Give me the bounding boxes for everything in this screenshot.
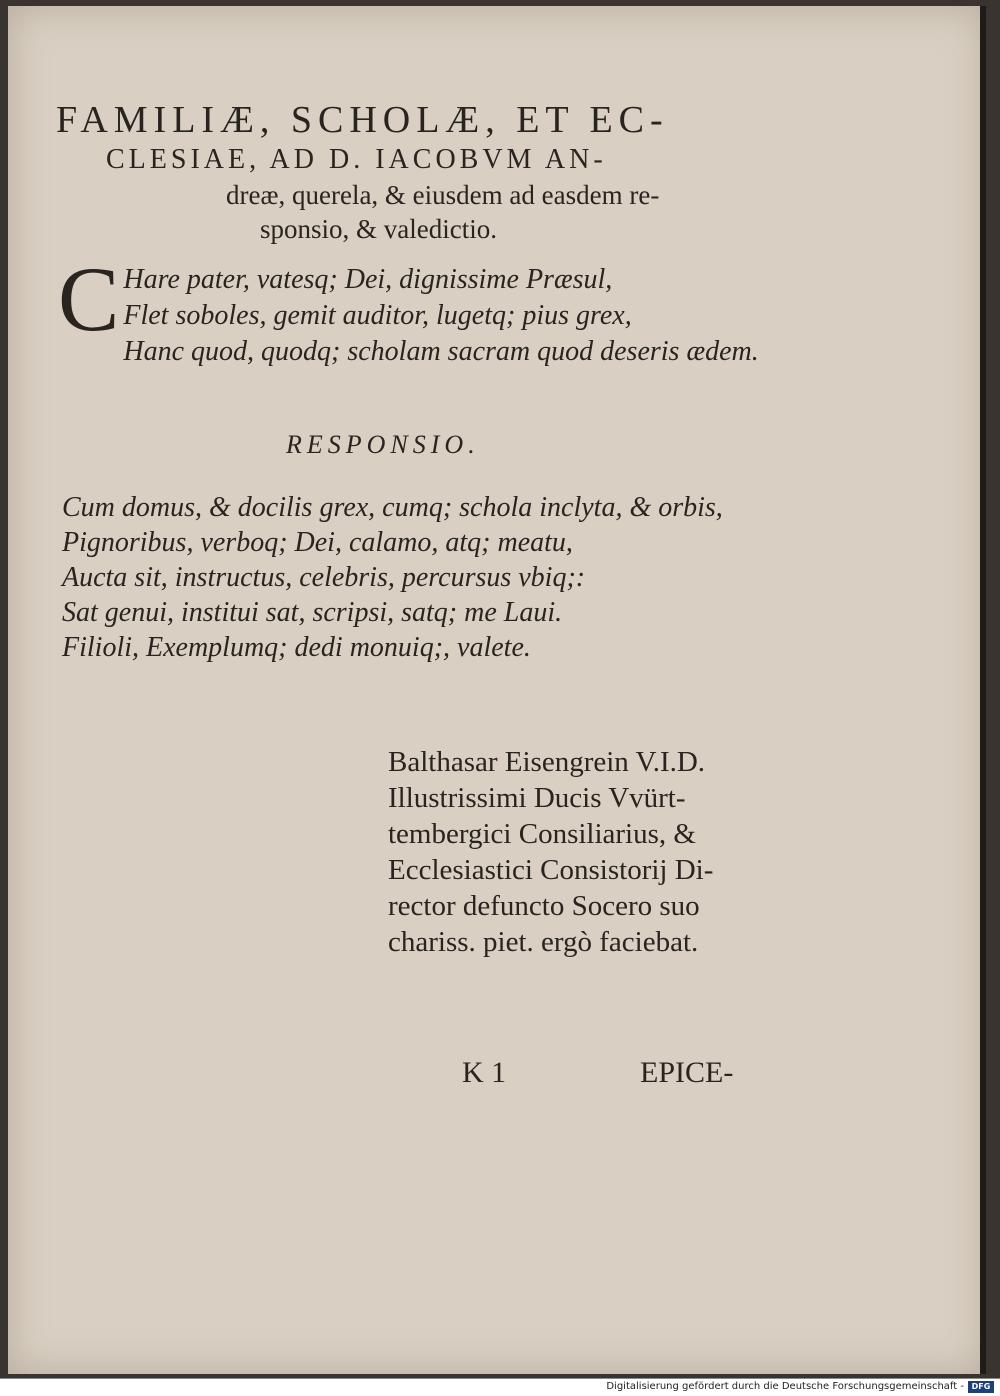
verse-line: Sat genui, institui sat, scripsi, satq; me Laui. xyxy=(62,597,563,628)
dfg-logo-icon: DFG xyxy=(968,1381,994,1393)
signature-mark: K 1 xyxy=(462,1056,507,1089)
verse-line: Flet soboles, gemit auditor, lugetq; pius grex, xyxy=(123,300,632,331)
signature-line: Balthasar Eisengrein V.I.D. xyxy=(388,746,706,778)
verse-line: Hare pater, vatesq; Dei, dignissime Præsul, xyxy=(123,264,613,295)
signature-line: tembergici Consiliarius, & xyxy=(388,818,696,850)
verse-line: Aucta sit, instructus, celebris, percursus vbiq;: xyxy=(62,562,586,593)
verse-line: Hanc quod, quodq; scholam sacram quod deseris ædem. xyxy=(123,336,759,367)
catchword: EPICE- xyxy=(640,1056,734,1089)
signature-line: rector defuncto Socero suo xyxy=(388,890,700,922)
heading-line-1: FAMILIÆ, SCHOLÆ, ET EC- xyxy=(56,99,669,141)
responsio-heading: RESPONSIO. xyxy=(286,430,480,459)
page-edge xyxy=(980,6,986,1374)
verse-line: Cum domus, & docilis grex, cumq; schola inclyta, & orbis, xyxy=(62,492,723,523)
heading-line-3: dreæ, querela, & eiusdem ad easdem re- xyxy=(226,180,660,210)
heading-line-4: sponsio, & valedictio. xyxy=(260,214,497,244)
author-signature xyxy=(388,744,788,960)
digitization-footer xyxy=(0,1378,1000,1396)
drop-cap: C xyxy=(58,248,120,350)
heading-line-2: CLESIAE, AD D. IACOBVM AN- xyxy=(106,144,607,175)
verse-line: Filioli, Exemplumq; dedi monuiq;, valete. xyxy=(62,632,531,663)
signature-line: Illustrissimi Ducis Vvürt- xyxy=(388,782,686,814)
responsio-verse xyxy=(62,490,782,665)
footer-credit: Digitalisierung gefördert durch die Deutsche Forschungsgemeinschaft - xyxy=(606,1381,964,1392)
verse-line: Pignoribus, verboq; Dei, calamo, atq; meatu, xyxy=(62,527,573,558)
querela-verse xyxy=(58,248,778,370)
signature-line: chariss. piet. ergò faciebat. xyxy=(388,926,699,958)
signature-line: Ecclesiastici Consistorij Di- xyxy=(388,854,714,886)
page-heading xyxy=(56,98,756,246)
